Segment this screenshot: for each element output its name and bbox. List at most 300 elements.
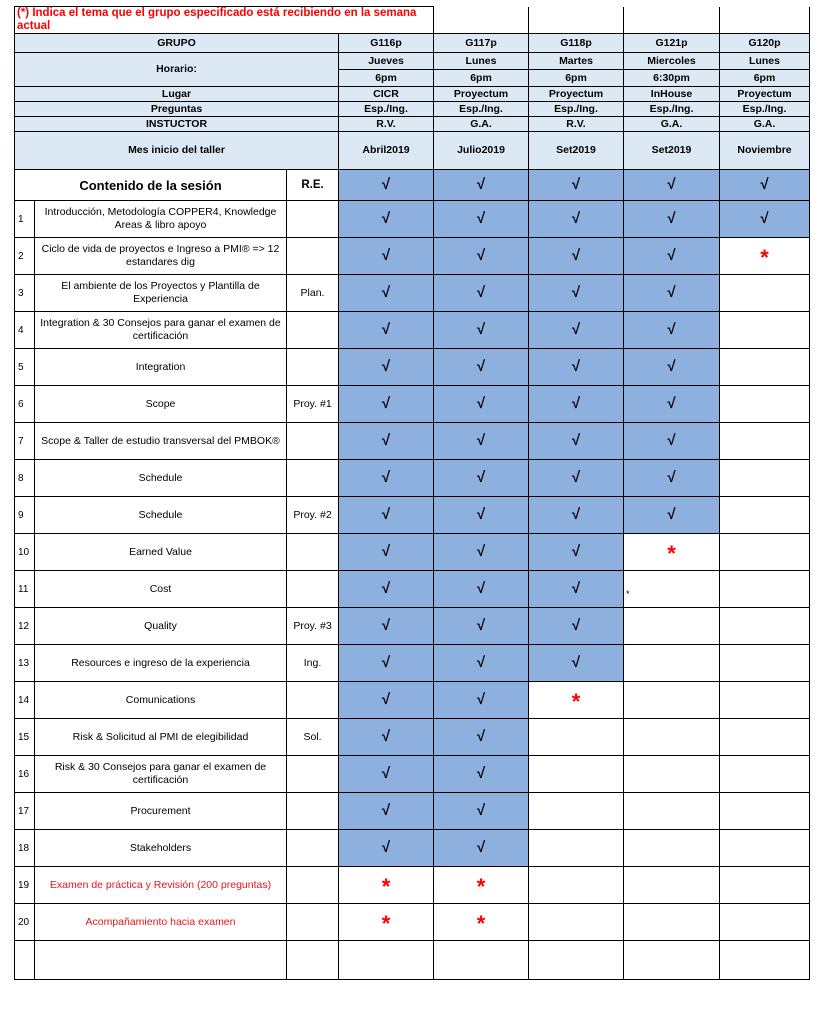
status-cell <box>339 238 434 275</box>
check-mark: √ <box>476 727 486 745</box>
session-row <box>15 867 810 904</box>
session-topic: Risk & Solicitud al PMI de elegibilidad <box>35 719 287 756</box>
check-mark: √ <box>571 175 581 193</box>
check-mark: √ <box>381 764 391 782</box>
session-topic: Examen de práctica y Revisión (200 preguntas) <box>35 867 287 904</box>
session-number: 8 <box>15 460 35 497</box>
check-mark: √ <box>571 283 581 301</box>
check-mark: √ <box>571 357 581 375</box>
status-cell <box>339 645 434 682</box>
status-cell <box>624 608 720 645</box>
group-name: G117p <box>434 34 529 53</box>
status-cell <box>720 349 810 386</box>
status-cell <box>339 793 434 830</box>
session-number: 16 <box>15 756 35 793</box>
blank-cell <box>35 941 287 980</box>
check-mark: √ <box>571 653 581 671</box>
legend-note: (*) Indica el tema que el grupo especificado está recibiendo en la semana actual <box>15 7 434 34</box>
status-cell <box>624 349 720 386</box>
status-cell <box>339 719 434 756</box>
status-cell <box>624 386 720 423</box>
session-number: 2 <box>15 238 35 275</box>
status-cell <box>434 534 529 571</box>
group-questions: Esp./Ing. <box>339 102 434 117</box>
status-cell <box>529 830 624 867</box>
check-mark: √ <box>571 394 581 412</box>
horario-label: Horario: <box>15 53 339 87</box>
session-re: Plan. <box>287 275 339 312</box>
blank-cell <box>434 7 529 34</box>
group-time: 6pm <box>339 70 434 87</box>
status-cell <box>529 201 624 238</box>
group-name: G118p <box>529 34 624 53</box>
status-cell <box>339 349 434 386</box>
status-cell <box>720 608 810 645</box>
status-cell <box>720 275 810 312</box>
check-mark: √ <box>476 175 486 193</box>
status-cell <box>339 571 434 608</box>
current-week-star: * <box>571 688 581 714</box>
session-row <box>15 719 810 756</box>
status-cell <box>434 170 529 201</box>
instructor-label: INSTUCTOR <box>15 117 339 132</box>
session-re: Proy. #2 <box>287 497 339 534</box>
status-cell <box>434 312 529 349</box>
re-label: R.E. <box>287 170 339 201</box>
session-number: 15 <box>15 719 35 756</box>
status-cell <box>434 645 529 682</box>
group-start-month: Noviembre <box>720 132 810 170</box>
session-topic: El ambiente de los Proyectos y Plantilla de Experiencia <box>35 275 287 312</box>
session-re: Ing. <box>287 645 339 682</box>
current-week-star: * <box>476 910 486 936</box>
session-row <box>15 756 810 793</box>
session-topic: Introducción, Metodología COPPER4, Knowledge Areas & libro apoyo <box>35 201 287 238</box>
session-topic: Comunications <box>35 682 287 719</box>
session-number: 3 <box>15 275 35 312</box>
check-mark: √ <box>381 838 391 856</box>
check-mark: √ <box>571 468 581 486</box>
status-cell <box>624 534 720 571</box>
status-cell <box>624 719 720 756</box>
session-number: 5 <box>15 349 35 386</box>
session-number: 7 <box>15 423 35 460</box>
status-cell <box>624 867 720 904</box>
blank-cell <box>529 941 624 980</box>
check-mark: √ <box>476 764 486 782</box>
status-cell <box>624 830 720 867</box>
status-cell <box>720 830 810 867</box>
session-re <box>287 682 339 719</box>
group-day: Jueves <box>339 53 434 70</box>
session-number: 4 <box>15 312 35 349</box>
check-mark: √ <box>476 690 486 708</box>
check-mark: √ <box>381 653 391 671</box>
status-cell <box>434 497 529 534</box>
status-cell <box>339 830 434 867</box>
status-cell <box>529 460 624 497</box>
session-topic: Procurement <box>35 793 287 830</box>
mes-label: Mes inicio del taller <box>15 132 339 170</box>
session-number: 6 <box>15 386 35 423</box>
status-cell <box>529 571 624 608</box>
status-cell <box>529 349 624 386</box>
check-mark: √ <box>667 175 676 193</box>
session-topic: Integration <box>35 349 287 386</box>
status-cell <box>720 682 810 719</box>
lugar-label: Lugar <box>15 87 339 102</box>
session-row <box>15 386 810 423</box>
check-mark: √ <box>571 542 581 560</box>
current-week-star: * <box>667 540 676 566</box>
check-mark: √ <box>476 653 486 671</box>
status-cell <box>529 497 624 534</box>
session-re <box>287 460 339 497</box>
status-cell <box>434 423 529 460</box>
status-cell <box>434 904 529 941</box>
blank-cell <box>529 7 624 34</box>
session-row <box>15 497 810 534</box>
status-cell <box>339 534 434 571</box>
status-cell <box>720 201 810 238</box>
check-mark: √ <box>381 283 391 301</box>
status-cell <box>720 312 810 349</box>
session-re <box>287 867 339 904</box>
check-mark: √ <box>667 394 676 412</box>
group-time: 6pm <box>434 70 529 87</box>
check-mark: √ <box>476 838 486 856</box>
status-cell <box>720 756 810 793</box>
session-re: Proy. #1 <box>287 386 339 423</box>
session-topic: Risk & 30 Consejos para ganar el examen de certificación <box>35 756 287 793</box>
check-mark: √ <box>667 505 676 523</box>
check-mark: √ <box>381 320 391 338</box>
check-mark: √ <box>476 505 486 523</box>
group-place: CICR <box>339 87 434 102</box>
status-cell <box>720 170 810 201</box>
session-number: 18 <box>15 830 35 867</box>
session-row <box>15 275 810 312</box>
contenido-label: Contenido de la sesión <box>15 170 287 201</box>
status-cell <box>434 349 529 386</box>
status-cell <box>624 238 720 275</box>
check-mark: √ <box>381 505 391 523</box>
status-cell <box>529 608 624 645</box>
status-cell <box>720 904 810 941</box>
check-mark: √ <box>476 320 486 338</box>
status-cell <box>529 275 624 312</box>
session-re <box>287 423 339 460</box>
check-mark: √ <box>571 431 581 449</box>
check-mark: √ <box>667 468 676 486</box>
status-cell <box>624 275 720 312</box>
status-cell <box>434 793 529 830</box>
blank-cell <box>434 941 529 980</box>
status-cell <box>624 497 720 534</box>
status-cell <box>720 534 810 571</box>
session-topic: Quality <box>35 608 287 645</box>
status-cell <box>529 645 624 682</box>
session-topic: Schedule <box>35 497 287 534</box>
status-cell <box>339 312 434 349</box>
status-cell <box>624 904 720 941</box>
group-instructor: G.A. <box>434 117 529 132</box>
check-mark: √ <box>667 357 676 375</box>
group-instructor: R.V. <box>529 117 624 132</box>
check-mark: √ <box>476 246 486 264</box>
session-number: 10 <box>15 534 35 571</box>
blank-cell <box>720 941 810 980</box>
status-cell <box>529 719 624 756</box>
current-week-star: * <box>476 873 486 899</box>
status-cell <box>624 423 720 460</box>
status-cell <box>529 682 624 719</box>
blank-cell <box>624 7 720 34</box>
session-number: 12 <box>15 608 35 645</box>
status-cell <box>339 423 434 460</box>
check-mark: √ <box>667 283 676 301</box>
status-cell <box>624 571 720 608</box>
status-cell <box>529 238 624 275</box>
status-cell <box>434 571 529 608</box>
blank-cell <box>720 7 810 34</box>
status-cell <box>434 201 529 238</box>
session-topic: Scope <box>35 386 287 423</box>
status-cell <box>434 867 529 904</box>
session-row <box>15 793 810 830</box>
session-re: Sol. <box>287 719 339 756</box>
session-row <box>15 645 810 682</box>
check-mark: √ <box>667 431 676 449</box>
status-cell <box>720 867 810 904</box>
session-topic: Resources e ingreso de la experiencia <box>35 645 287 682</box>
schedule-table <box>14 6 810 980</box>
status-cell <box>624 170 720 201</box>
check-mark: √ <box>381 616 391 634</box>
check-mark: √ <box>381 246 391 264</box>
session-row <box>15 201 810 238</box>
session-topic: Scope & Taller de estudio transversal del PMBOK® <box>35 423 287 460</box>
blank-cell <box>339 941 434 980</box>
check-mark: √ <box>760 175 769 193</box>
check-mark: √ <box>381 542 391 560</box>
session-re <box>287 201 339 238</box>
check-mark: √ <box>476 283 486 301</box>
check-mark: √ <box>381 209 391 227</box>
status-cell <box>339 460 434 497</box>
check-mark: √ <box>476 209 486 227</box>
status-cell <box>434 608 529 645</box>
check-mark: √ <box>571 505 581 523</box>
grupo-label: GRUPO <box>15 34 339 53</box>
group-place: Proyectum <box>434 87 529 102</box>
group-day: Lunes <box>434 53 529 70</box>
check-mark: √ <box>381 394 391 412</box>
group-time: 6pm <box>720 70 810 87</box>
status-cell <box>529 423 624 460</box>
small-asterisk: * <box>626 588 630 599</box>
check-mark: √ <box>476 579 486 597</box>
session-row <box>15 830 810 867</box>
session-number: 9 <box>15 497 35 534</box>
check-mark: √ <box>381 175 391 193</box>
session-topic: Integration & 30 Consejos para ganar el examen de certificación <box>35 312 287 349</box>
status-cell <box>624 682 720 719</box>
current-week-star: * <box>381 910 391 936</box>
group-start-month: Julio2019 <box>434 132 529 170</box>
status-cell <box>339 608 434 645</box>
session-row <box>15 349 810 386</box>
status-cell <box>720 719 810 756</box>
status-cell <box>434 275 529 312</box>
status-cell <box>529 386 624 423</box>
status-cell <box>624 645 720 682</box>
status-cell <box>339 497 434 534</box>
group-place: InHouse <box>624 87 720 102</box>
session-re <box>287 793 339 830</box>
session-row <box>15 312 810 349</box>
session-re <box>287 756 339 793</box>
session-number: 17 <box>15 793 35 830</box>
group-questions: Esp./Ing. <box>720 102 810 117</box>
status-cell <box>720 497 810 534</box>
status-cell <box>529 904 624 941</box>
status-cell <box>720 571 810 608</box>
check-mark: √ <box>667 246 676 264</box>
check-mark: √ <box>381 579 391 597</box>
status-cell <box>529 534 624 571</box>
group-name: G116p <box>339 34 434 53</box>
check-mark: √ <box>476 431 486 449</box>
group-questions: Esp./Ing. <box>624 102 720 117</box>
group-questions: Esp./Ing. <box>529 102 624 117</box>
status-cell <box>720 238 810 275</box>
session-re <box>287 534 339 571</box>
status-cell <box>339 756 434 793</box>
session-number: 19 <box>15 867 35 904</box>
session-row <box>15 423 810 460</box>
current-week-star: * <box>760 244 769 270</box>
status-cell <box>339 682 434 719</box>
status-cell <box>339 867 434 904</box>
status-cell <box>339 904 434 941</box>
group-start-month: Set2019 <box>624 132 720 170</box>
status-cell <box>529 312 624 349</box>
group-day: Lunes <box>720 53 810 70</box>
status-cell <box>434 756 529 793</box>
status-cell <box>434 830 529 867</box>
check-mark: √ <box>476 801 486 819</box>
status-cell <box>339 386 434 423</box>
blank-cell <box>15 941 35 980</box>
group-instructor: R.V. <box>339 117 434 132</box>
status-cell <box>720 460 810 497</box>
empty-row <box>15 941 810 980</box>
group-questions: Esp./Ing. <box>434 102 529 117</box>
status-cell <box>434 682 529 719</box>
status-cell <box>624 756 720 793</box>
check-mark: √ <box>476 616 486 634</box>
status-cell <box>434 386 529 423</box>
status-cell <box>529 170 624 201</box>
preguntas-label: Preguntas <box>15 102 339 117</box>
status-cell <box>720 645 810 682</box>
session-topic: Earned Value <box>35 534 287 571</box>
session-re <box>287 571 339 608</box>
status-cell <box>339 275 434 312</box>
check-mark: √ <box>381 357 391 375</box>
status-cell <box>720 386 810 423</box>
group-place: Proyectum <box>720 87 810 102</box>
status-cell <box>624 201 720 238</box>
group-instructor: G.A. <box>624 117 720 132</box>
session-number: 13 <box>15 645 35 682</box>
status-cell <box>720 423 810 460</box>
group-time: 6pm <box>529 70 624 87</box>
check-mark: √ <box>381 690 391 708</box>
check-mark: √ <box>571 320 581 338</box>
session-number: 11 <box>15 571 35 608</box>
session-row <box>15 238 810 275</box>
group-name: G120p <box>720 34 810 53</box>
check-mark: √ <box>571 209 581 227</box>
group-day: Martes <box>529 53 624 70</box>
status-cell <box>624 793 720 830</box>
session-re <box>287 904 339 941</box>
group-place: Proyectum <box>529 87 624 102</box>
session-re <box>287 830 339 867</box>
group-start-month: Abril2019 <box>339 132 434 170</box>
session-topic: Cost <box>35 571 287 608</box>
session-row <box>15 682 810 719</box>
session-topic: Ciclo de vida de proyectos e Ingreso a PMI® => 12 estandares dig <box>35 238 287 275</box>
session-re <box>287 349 339 386</box>
session-number: 14 <box>15 682 35 719</box>
session-number: 20 <box>15 904 35 941</box>
check-mark: √ <box>476 468 486 486</box>
session-re <box>287 238 339 275</box>
check-mark: √ <box>476 394 486 412</box>
session-re: Proy. #3 <box>287 608 339 645</box>
session-row <box>15 571 810 608</box>
check-mark: √ <box>571 246 581 264</box>
group-name: G121p <box>624 34 720 53</box>
check-mark: √ <box>381 431 391 449</box>
group-start-month: Set2019 <box>529 132 624 170</box>
session-row <box>15 904 810 941</box>
status-cell <box>624 460 720 497</box>
status-cell <box>529 793 624 830</box>
group-time: 6:30pm <box>624 70 720 87</box>
check-mark: √ <box>667 209 676 227</box>
check-mark: √ <box>476 542 486 560</box>
status-cell <box>339 201 434 238</box>
session-re <box>287 312 339 349</box>
group-day: Miercoles <box>624 53 720 70</box>
check-mark: √ <box>476 357 486 375</box>
group-instructor: G.A. <box>720 117 810 132</box>
session-row <box>15 460 810 497</box>
session-topic: Acompañamiento hacia examen <box>35 904 287 941</box>
status-cell <box>720 793 810 830</box>
status-cell <box>529 867 624 904</box>
blank-cell <box>287 941 339 980</box>
check-mark: √ <box>571 579 581 597</box>
status-cell <box>434 238 529 275</box>
session-topic: Stakeholders <box>35 830 287 867</box>
blank-cell <box>624 941 720 980</box>
check-mark: √ <box>760 209 769 227</box>
